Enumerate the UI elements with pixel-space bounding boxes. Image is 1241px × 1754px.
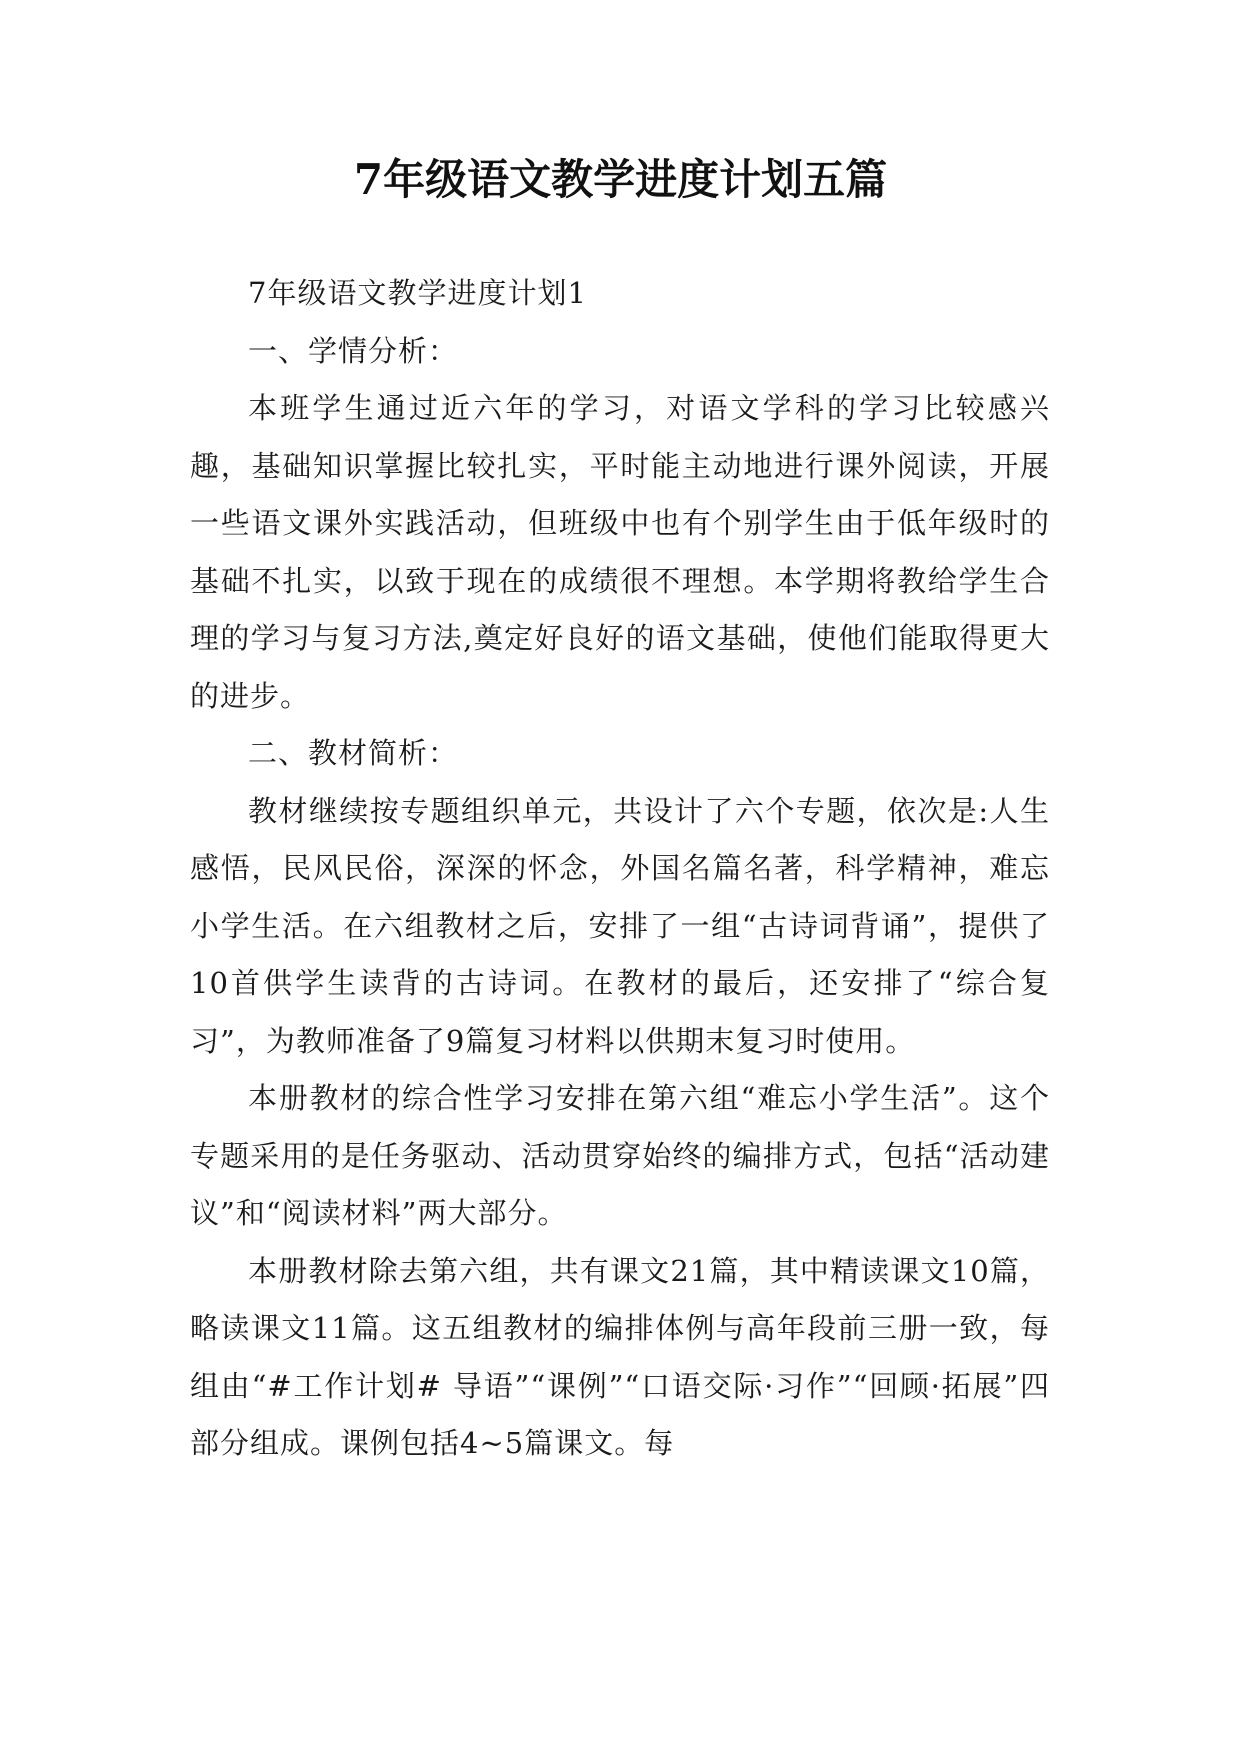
paragraph-textbook-topics: 教材继续按专题组织单元，共设计了六个专题，依次是:人生感悟，民风民俗，深深的怀念，外国名篇名著，科学精神，难忘小学生活。在六组教材之后，安排了一组“古诗词背诵”，提供了10首供学生读背的古诗词。在教材的最后，还安排了“综合复习”，为教师准备了9篇复习材料以供期末复习时使用。 bbox=[190, 793, 1050, 1058]
paragraph-student-analysis: 本班学生通过近六年的学习，对语文学科的学习比较感兴趣，基础知识掌握比较扎实，平时能主动地进行课外阅读，开展一些语文课外实践活动，但班级中也有个别学生由于低年级时的基础不扎实，以致于现在的成绩很不理想。本学期将教给学生合理的学习与复习方法,奠定好良好的语文基础，使他们能取得更大的进步。 bbox=[190, 391, 1050, 713]
document-title: 7年级语文教学进度计划五篇 bbox=[353, 155, 888, 204]
paragraph-comprehensive-learning: 本册教材的综合性学习安排在第六组“难忘小学生活”。这个专题采用的是任务驱动、活动贯穿始终的编排方式，包括“活动建议”和“阅读材料”两大部分。 bbox=[190, 1081, 1050, 1230]
section-heading-student-analysis: 一、学情分析： bbox=[248, 333, 459, 368]
section-heading-plan-1: 7年级语文教学进度计划1 bbox=[248, 276, 587, 310]
paragraph-textbook-structure: 本册教材除去第六组，共有课文21篇，其中精读课文10篇，略读课文11篇。这五组教材的编排体例与高年段前三册一致，每组由“#工作计划# 导语”“课例”“口语交际·习作”“回顾·拓展”四部分组成。课例包括4~5篇课文。每 bbox=[190, 1253, 1050, 1460]
document-body bbox=[190, 265, 1050, 1473]
section-heading-textbook-analysis: 二、教材简析： bbox=[248, 736, 459, 770]
